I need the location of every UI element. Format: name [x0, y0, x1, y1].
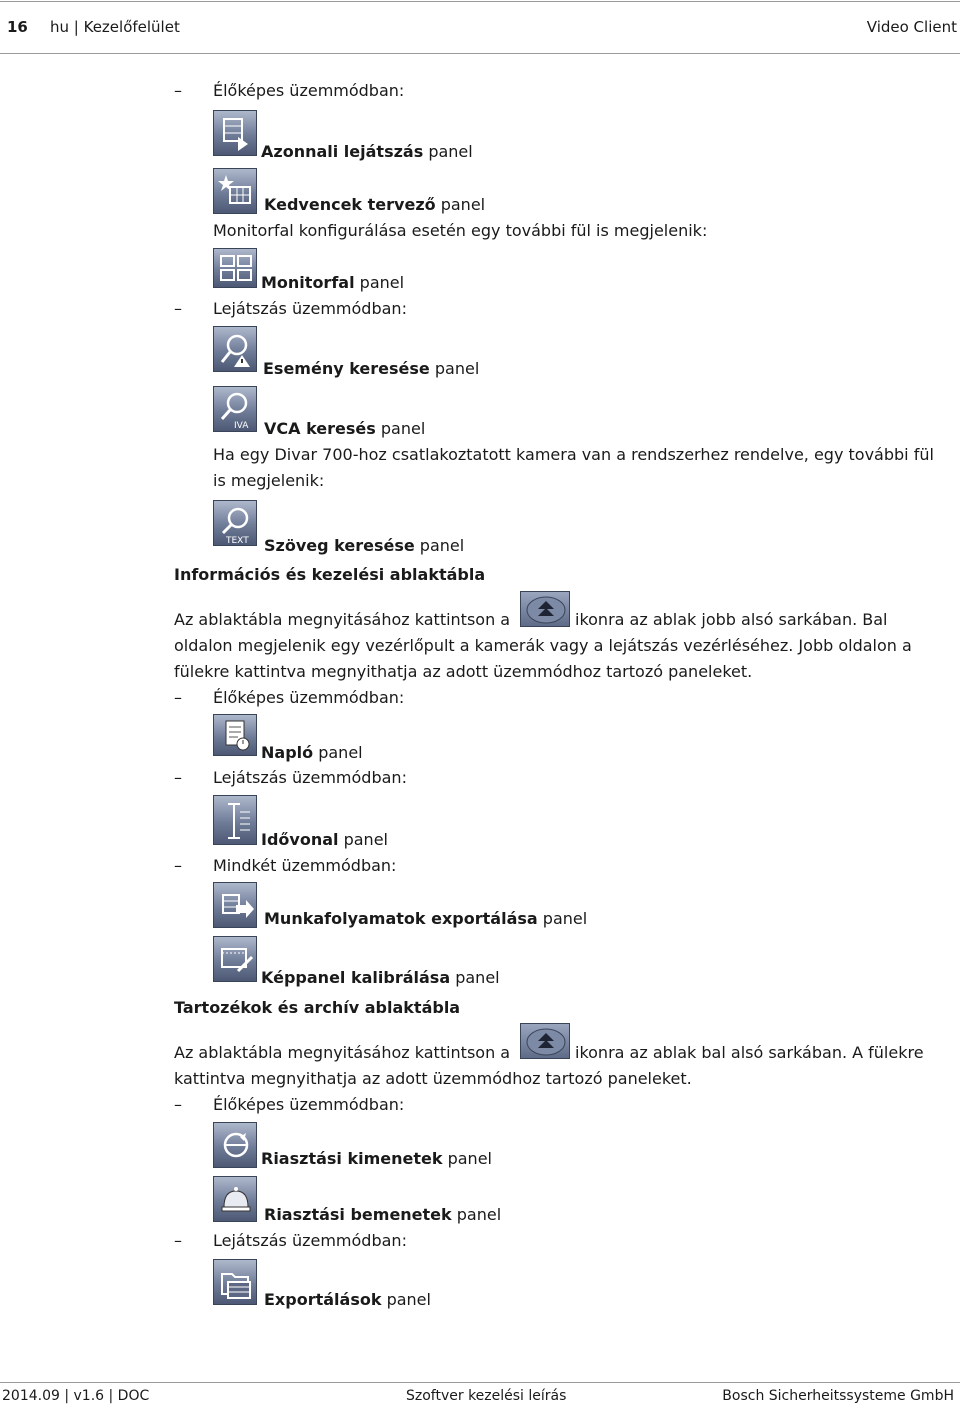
alarm-outputs-icon [213, 1122, 257, 1168]
expand-up-arrow-icon [520, 1023, 570, 1059]
divar-note-line2: is megjelenik: [213, 471, 325, 490]
dash: – [174, 768, 182, 787]
accessories-archive-heading: Tartozékok és archív ablaktábla [174, 998, 461, 1017]
dash: – [174, 1095, 182, 1114]
export-workflows-label: Munkafolyamatok exportálása panel [264, 909, 588, 928]
header-section: hu | Kezelőfelület [50, 18, 180, 36]
svg-text:IVA: IVA [234, 421, 249, 431]
header-rule [0, 53, 960, 54]
playback-mode-label: Lejátszás üzemmódban: [213, 768, 407, 787]
instant-playback-icon [213, 110, 257, 156]
divar-note-line1: Ha egy Divar 700-hoz csatlakoztatott kamera van a rendszerhez rendelve, egy további fül [213, 445, 934, 464]
info-intro-after: ikonra az ablak jobb alsó sarkában. Bal [575, 610, 888, 629]
info-control-heading: Információs és kezelési ablaktábla [174, 565, 486, 584]
archive-intro-after: ikonra az ablak bal alsó sarkában. A fülekre [575, 1043, 924, 1062]
exports-icon [213, 1259, 257, 1305]
image-calibration-icon [213, 936, 257, 982]
text-search-label: Szöveg keresése panel [264, 536, 465, 555]
export-workflows-icon [213, 882, 257, 928]
footer-doc-type: Szoftver kezelési leírás [406, 1388, 567, 1404]
footer-rule [0, 1382, 960, 1383]
info-line2: oldalon megjelenik egy vezérlőpult a kamerák vagy a lejátszás vezérléséhez. Jobb oldalon a [174, 636, 912, 655]
expand-up-arrow-icon [520, 591, 570, 627]
timeline-label: Idővonal panel [261, 830, 388, 849]
alarm-inputs-label: Riasztási bemenetek panel [264, 1205, 502, 1224]
info-intro-before: Az ablaktábla megnyitásához kattintson a [174, 610, 511, 629]
instant-playback-label: Azonnali lejátszás panel [261, 142, 473, 161]
vca-search-label: VCA keresés panel [264, 419, 426, 438]
info-line3: fülekre kattintva megnyithatja az adott üzemmódhoz tartozó paneleket. [174, 662, 753, 681]
event-search-label: Esemény keresése panel [263, 359, 480, 378]
log-icon [213, 714, 257, 756]
live-mode-label: Élőképes üzemmódban: [213, 81, 405, 100]
playback-mode-label: Lejátszás üzemmódban: [213, 299, 407, 318]
monitorwall-note: Monitorfal konfigurálása esetén egy további fül is megjelenik: [213, 221, 708, 240]
header-product: Video Client [866, 18, 957, 36]
text-search-icon [213, 500, 257, 546]
archive-line2: kattintva megnyithatja az adott üzemmódhoz tartozó paneleket. [174, 1069, 692, 1088]
event-search-icon [213, 326, 257, 372]
favorites-designer-icon [213, 168, 257, 214]
dash: – [174, 299, 182, 318]
log-label: Napló panel [261, 743, 363, 762]
timeline-icon [213, 795, 257, 845]
monitorwall-label: Monitorfal panel [261, 273, 405, 292]
header-top-rule [0, 1, 960, 2]
alarm-inputs-icon [213, 1176, 257, 1222]
alarm-outputs-label: Riasztási kimenetek panel [261, 1149, 492, 1168]
vca-search-icon [213, 386, 257, 432]
live-mode-label: Élőképes üzemmódban: [213, 1095, 405, 1114]
monitorwall-icon [213, 248, 257, 288]
footer-company: Bosch Sicherheitssysteme GmbH [722, 1388, 954, 1404]
dash: – [174, 688, 182, 707]
archive-intro-before: Az ablaktábla megnyitásához kattintson a [174, 1043, 511, 1062]
svg-text:TEXT: TEXT [226, 536, 249, 546]
live-mode-label: Élőképes üzemmódban: [213, 688, 405, 707]
dash: – [174, 856, 182, 875]
both-modes-label: Mindkét üzemmódban: [213, 856, 397, 875]
playback-mode-label: Lejátszás üzemmódban: [213, 1231, 407, 1250]
favorites-designer-label: Kedvencek tervező panel [264, 195, 486, 214]
exports-label: Exportálások panel [264, 1290, 431, 1309]
dash: – [174, 1231, 182, 1250]
footer-version: 2014.09 | v1.6 | DOC [2, 1388, 150, 1404]
image-calibration-label: Képpanel kalibrálása panel [261, 968, 500, 987]
dash: – [174, 81, 182, 100]
page-number: 16 [7, 18, 28, 36]
